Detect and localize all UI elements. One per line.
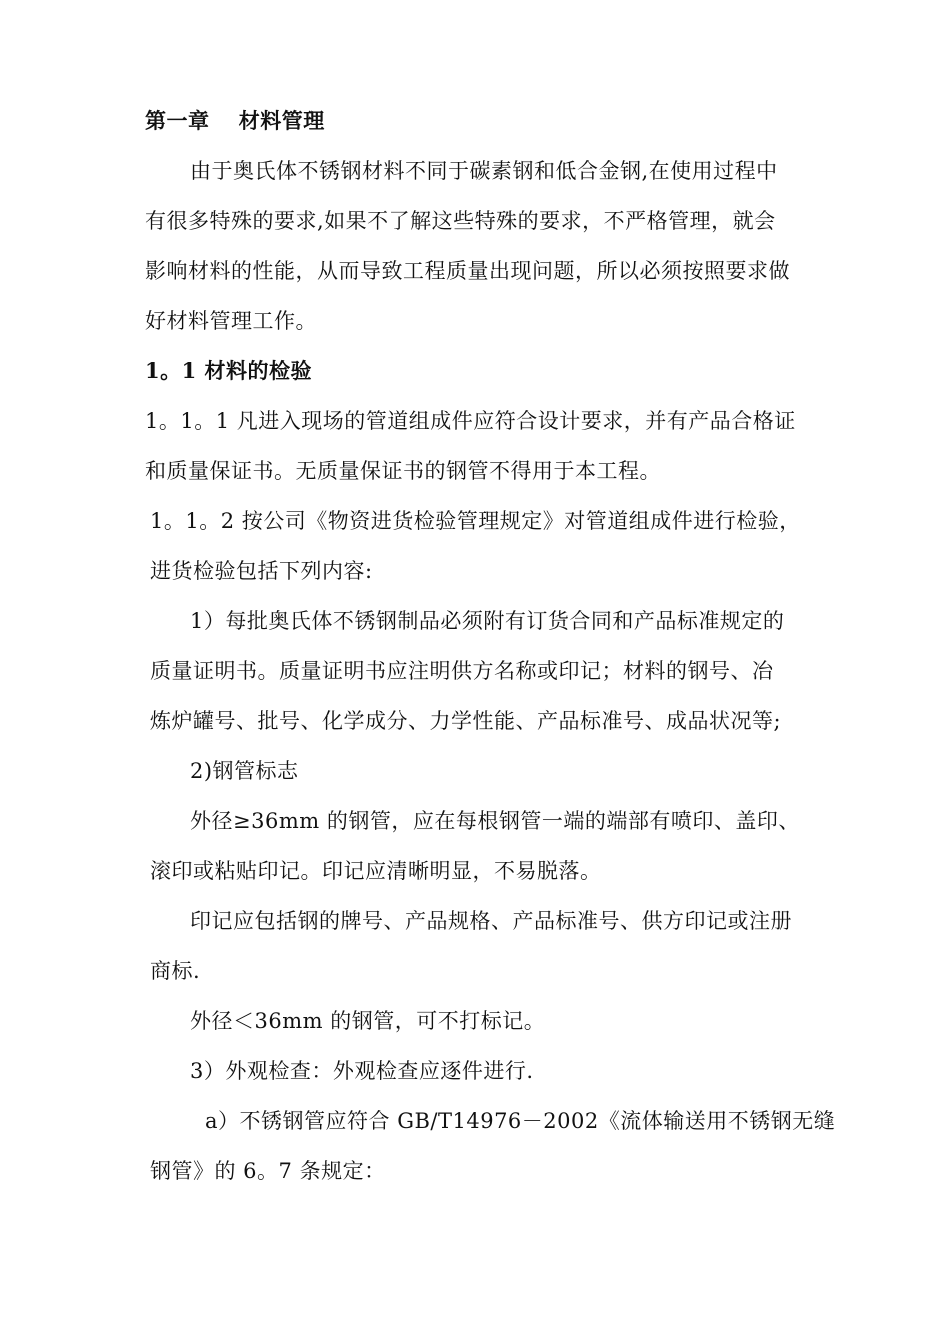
- item-1-1-1-line-2: 和质量保证书。无质量保证书的钢管不得用于本工程。: [145, 459, 661, 483]
- item-1-1-2-line-1: 1。1。2 按公司《物资进货检验管理规定》对管道组成件进行检验，: [150, 509, 801, 533]
- sub-2-p2-line-1: 印记应包括钢的牌号、产品规格、产品标准号、供方印记或注册: [190, 909, 792, 933]
- sub-2-p2-line-2: 商标.: [150, 959, 201, 983]
- intro-line-4: 好材料管理工作。: [145, 309, 317, 333]
- sub-3: 3）外观检查：外观检查应逐件进行.: [190, 1059, 534, 1083]
- sub-2-title: 2)钢管标志: [190, 759, 299, 783]
- chapter-title: 第一章 材料管理: [145, 108, 325, 133]
- sub-2-p1-line-2: 滚印或粘贴印记。印记应清晰明显，不易脱落。: [150, 859, 602, 883]
- sub-1-line-3: 炼炉罐号、批号、化学成分、力学性能、产品标准号、成品状况等;: [150, 709, 782, 733]
- item-1-1-1-line-1: 1。1。1 凡进入现场的管道组成件应符合设计要求，并有产品合格证: [145, 409, 796, 433]
- sub-2-p3: 外径＜36mm 的钢管，可不打标记。: [190, 1009, 546, 1033]
- intro-line-2: 有很多特殊的要求,如果不了解这些特殊的要求，不严格管理，就会: [145, 209, 776, 233]
- item-1-1-2-line-2: 进货检验包括下列内容:: [150, 559, 373, 583]
- section-1-1-title: 1。1 材料的检验: [145, 358, 313, 383]
- sub-1-line-2: 质量证明书。质量证明书应注明供方名称或印记；材料的钢号、冶: [150, 659, 774, 683]
- sub-1-line-1: 1）每批奥氏体不锈钢制品必须附有订货合同和产品标准规定的: [190, 609, 785, 633]
- intro-line-1: 由于奥氏体不锈钢材料不同于碳素钢和低合金钢,在使用过程中: [190, 159, 778, 183]
- sub-3-a-line-1: a）不锈钢管应符合 GB/T14976－2002《流体输送用不锈钢无缝: [205, 1109, 836, 1133]
- intro-line-3: 影响材料的性能，从而导致工程质量出现问题，所以必须按照要求做: [145, 259, 790, 283]
- sub-2-p1-line-1: 外径≥36mm 的钢管，应在每根钢管一端的端部有喷印、盖印、: [190, 809, 800, 833]
- sub-3-a-line-2: 钢管》的 6。7 条规定：: [150, 1159, 386, 1183]
